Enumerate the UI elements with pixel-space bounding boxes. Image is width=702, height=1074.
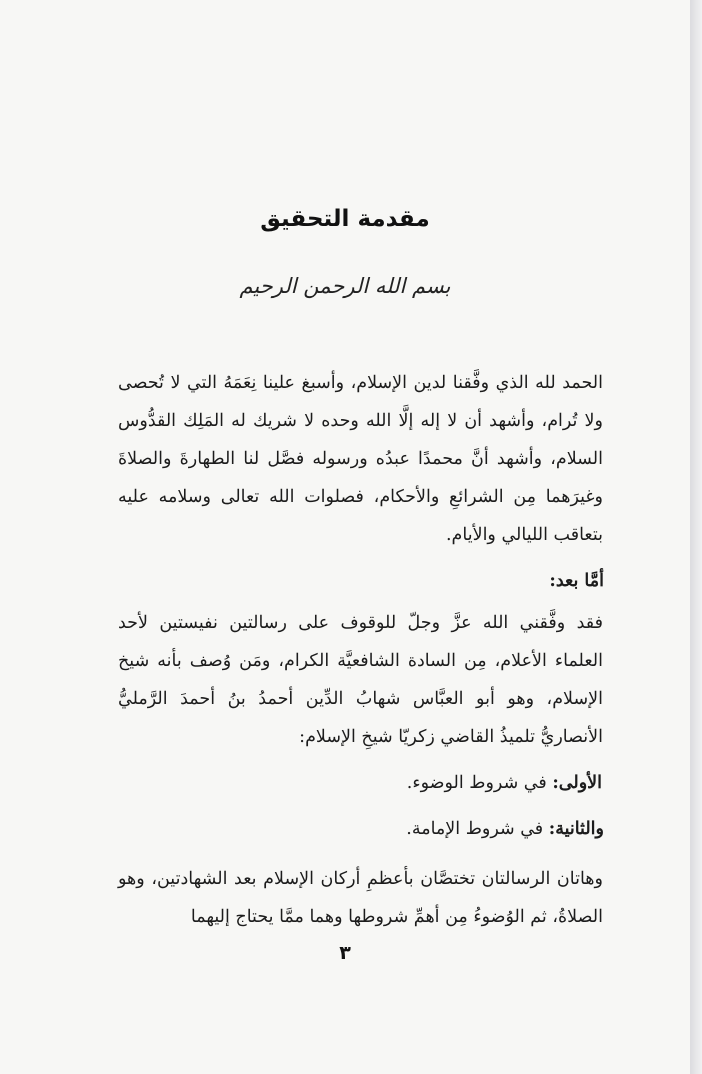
list-item-label: الأولى: [552, 773, 602, 793]
basmala-calligraphy: بسم الله الرحمن الرحيم [239, 274, 451, 298]
list-item [407, 764, 602, 802]
list-item-text: في شروط الإمامة. [406, 819, 549, 839]
intro-paragraph: الحمد لله الذي وفَّقنا لدين الإسلام، وأسبغ علينا نِعَمَهُ التي لا تُحصى ولا تُرام، وأشهد أن لا إله إلَّا الله وحده لا شريك له المَلِك القدُّوس السلام، وأشهد أنَّ محمدًا عبدُه ورسوله فصَّل لنا الطهارةَ والصلاةَ وغيرَهما مِن الشرائعِ والأحكام، فصلوات الله تعالى وسلامه عليه بتعاقب الليالي والأيام. [118, 373, 603, 545]
list-item-text: في شروط الوضوء. [406, 773, 553, 793]
list-item [406, 810, 604, 848]
body-paragraph: فقد وفَّقني الله عزَّ وجلّ للوقوف على رسالتين نفيستين لأحد العلماء الأعلام، مِن السادة الشافعيَّة الكرام، ومَن وُصف بأنه شيخ الإسلام، وهو أبو العبَّاس شهابُ الدِّين أحمدُ بنُ أحمدَ الرَّمليُّ الأنصاريُّ تلميذُ القاضي زكريّا شيخِ الإسلام: [118, 613, 603, 747]
page-title: مقدمة التحقيق [260, 206, 430, 232]
body-paragraph: وهاتان الرسالتان تختصَّان بأعظمِ أركان الإسلام بعد الشهادتين، وهو الصلاةُ، ثم الوُضوءُ مِن أهمِّ شروطها وهما ممَّا يحتاج إليهما [118, 869, 603, 927]
amma-bad-heading: أمَّا بعد: [549, 571, 604, 591]
list-item-label: والثانية: [548, 819, 604, 839]
page-number: ٣ [339, 942, 351, 964]
page-edge [690, 0, 702, 1074]
